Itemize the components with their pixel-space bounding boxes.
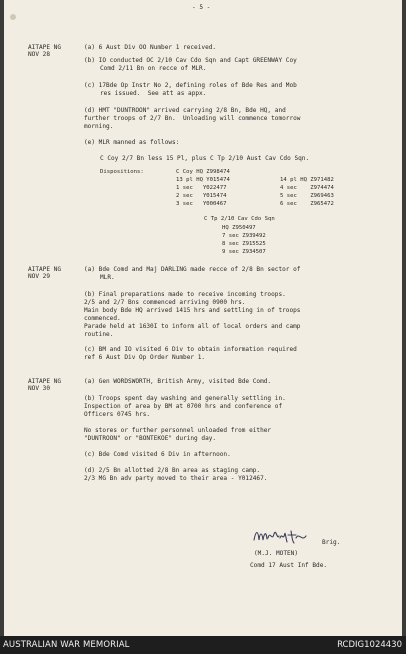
entry-line: (c) Bde Comd visited 6 Div in afternoon.	[84, 451, 231, 458]
punch-hole	[10, 14, 16, 20]
entry-line: morning.	[84, 123, 114, 130]
location-date: AITAPE NG	[28, 266, 62, 273]
entry-line: C Coy 2/7 Bn less 15 Pl, plus C Tp 2/10 Aust Cav Cdo Sqn.	[100, 155, 310, 162]
archive-name: AUSTRALIAN WAR MEMORIAL	[3, 640, 130, 650]
entry-line: MLR.	[100, 274, 115, 281]
cav-row: 7 sec Z939492	[222, 233, 266, 239]
entry-line: res issued. See att as appx.	[100, 90, 207, 97]
signatory-rank: Brig.	[322, 539, 341, 546]
entry-line: (c) 17Bde Op Instr No 2, defining roles of Bde Res and Mob	[84, 82, 297, 89]
entry-line: routine.	[84, 331, 114, 338]
disposition-row: 1 sec Y022477	[176, 185, 227, 191]
entry-line: (a) Bde Comd and Maj DARLING made recce of 2/8 Bn sector of	[84, 266, 301, 273]
entry-line: (a) 6 Aust Div OO Number 1 received.	[84, 44, 217, 51]
location-date: NOV 29	[28, 273, 51, 280]
entry-line: Main body Bde HQ arrived 1415 hrs and settling in of troops	[84, 307, 301, 314]
location-date: AITAPE NG	[28, 44, 62, 51]
entry-line: (b) IO conducted OC 2/10 Cav Cdo Sqn and Capt GREENWAY Coy	[84, 57, 297, 64]
disposition-row: 14 pl HQ Z971482	[280, 177, 334, 183]
disposition-row: 5 sec Z969463	[280, 193, 334, 199]
cav-row: 9 sec Z934507	[222, 249, 266, 255]
location-date: NOV 28	[28, 51, 51, 58]
archive-footer	[0, 636, 406, 654]
entry-line: Comd 2/11 Bn on recce of MLR.	[100, 65, 207, 72]
location-date: NOV 30	[28, 385, 51, 392]
record-id: RCDIG1024430	[337, 640, 402, 650]
entry-line: further troops of 2/7 Bn. Unloading will commence tomorrow	[84, 115, 301, 122]
signatory-unit: Comd 17 Aust Inf Bde.	[250, 562, 328, 569]
disposition-row: 2 sec Y015474	[176, 193, 227, 199]
entry-line: Officers 0745 hrs.	[84, 411, 151, 418]
entry-line: Inspection of area by BM at 0700 hrs and conference of	[84, 403, 283, 410]
entry-line: (e) MLR manned as follows:	[84, 139, 180, 146]
handwritten-signature	[252, 526, 310, 548]
location-date: AITAPE NG	[28, 378, 62, 385]
page-number: - 5 -	[192, 4, 211, 11]
entry-line: (c) BM and IO visited 6 Div to obtain information required	[84, 346, 297, 353]
entry-line: No stores or further personnel unloaded from either	[84, 427, 272, 434]
entry-line: (a) Gen WORDSWORTH, British Army, visited Bde Comd.	[84, 378, 272, 385]
entry-line: (d) 2/5 Bn allotted 2/8 Bn area as staging camp.	[84, 467, 261, 474]
entry-line: (b) Troops spent day washing and generally settling in.	[84, 395, 286, 402]
document-page	[4, 0, 402, 636]
entry-line: "DUNTROON" or "BONTEKOE" during day.	[84, 435, 217, 442]
disposition-row: 6 sec Z965472	[280, 201, 334, 207]
disposition-row: C Coy HQ Z998474	[176, 169, 230, 175]
cav-row: HQ Z950497	[222, 225, 256, 231]
cav-row: 8 sec Z915525	[222, 241, 266, 247]
entry-line: ref 6 Aust Div Op Order Number 1.	[84, 354, 206, 361]
entry-line: 2/3 MG Bn adv party moved to their area - Y012467.	[84, 475, 268, 482]
entry-line: Parade held at 1630I to inform all of local orders and camp	[84, 323, 301, 330]
signatory-name: (M.J. MOTEN)	[254, 550, 299, 557]
disposition-row: 4 sec Z974474	[280, 185, 334, 191]
disposition-row: 3 sec Y000467	[176, 201, 227, 207]
entry-line: commenced.	[84, 315, 121, 322]
cav-row: C Tp 2/10 Cav Cdo Sqn	[204, 216, 275, 222]
entry-line: (d) HMT "DUNTROON" arrived carrying 2/8 Bn, Bde HQ, and	[84, 107, 286, 114]
dispositions-label: Dispositions:	[100, 169, 144, 175]
entry-line: 2/5 and 2/7 Bns commenced arriving 0900 hrs.	[84, 299, 246, 306]
entry-line: (b) Final preparations made to receive incoming troops.	[84, 291, 286, 298]
disposition-row: 13 pl HQ Y015474	[176, 177, 230, 183]
